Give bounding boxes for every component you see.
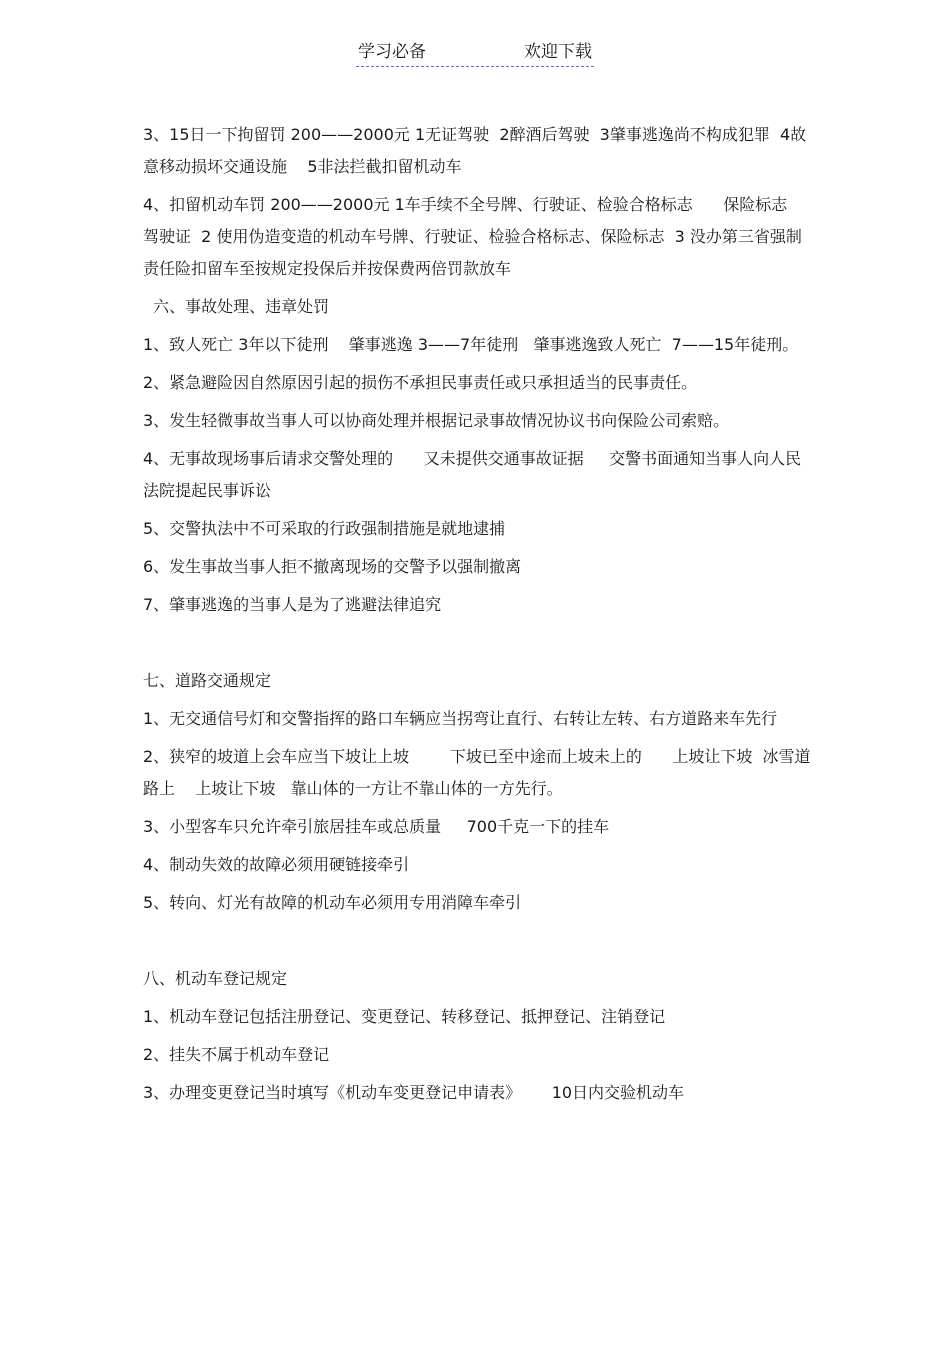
list-item: 1、机动车登记包括注册登记、变更登记、转移登记、抵押登记、注销登记 bbox=[143, 1007, 666, 1026]
list-item: 1、无交通信号灯和交警指挥的路口车辆应当拐弯让直行、右转让左转、右方道路来车先行 bbox=[143, 709, 778, 728]
header-left-text: 学习必备 bbox=[358, 42, 426, 62]
page-header bbox=[356, 40, 594, 67]
list-item: 4、无事故现场事后请求交警处理的 又未提供交通事故证据 交警书面通知当事人向人民法院提起民事诉讼 bbox=[143, 449, 802, 500]
section-heading-vehicle-registration: 八、机动车登记规定 bbox=[143, 969, 288, 988]
paragraph-detention-fines: 3、15日一下拘留罚 200——2000元 1无证驾驶 2醉酒后驾驶 3肇事逃逸尚不构成犯罪 4故意移动损坏交通设施 5非法拦截扣留机动车 bbox=[143, 125, 807, 176]
list-item: 5、交警执法中不可采取的行政强制措施是就地逮捕 bbox=[143, 519, 506, 538]
paragraph-vehicle-seizure: 4、扣留机动车罚 200——2000元 1车手续不全号牌、行驶证、检验合格标志 保险标志 驾驶证 2 使用伪造变造的机动车号牌、行驶证、检验合格标志、保险标志 3 没办第三省强制责任险扣留车至按规定投保后并按保费两倍罚款放车 bbox=[143, 195, 803, 278]
list-item: 2、挂失不属于机动车登记 bbox=[143, 1045, 330, 1064]
list-item: 1、致人死亡 3年以下徒刑 肇事逃逸 3——7年徒刑 肇事逃逸致人死亡 7——15年徒刑。 bbox=[143, 335, 799, 354]
list-item: 3、小型客车只允许牵引旅居挂车或总质量 700千克一下的挂车 bbox=[143, 817, 610, 836]
list-item: 3、办理变更登记当时填写《机动车变更登记申请表》 10日内交验机动车 bbox=[143, 1083, 685, 1102]
list-item: 4、制动失效的故障必须用硬链接牵引 bbox=[143, 855, 410, 874]
list-item: 5、转向、灯光有故障的机动车必须用专用消障车牵引 bbox=[143, 893, 522, 912]
list-item: 2、紧急避险因自然原因引起的损伤不承担民事责任或只承担适当的民事责任。 bbox=[143, 373, 698, 392]
list-item: 7、肇事逃逸的当事人是为了逃避法律追究 bbox=[143, 595, 442, 614]
section-heading-road-traffic-rules: 七、道路交通规定 bbox=[143, 671, 272, 690]
list-item: 2、狭窄的坡道上会车应当下坡让上坡 下坡已至中途而上坡未上的 上坡让下坡 冰雪道路上 上坡让下坡 靠山体的一方让不靠山体的一方先行。 bbox=[143, 747, 811, 798]
header-right-text: 欢迎下载 bbox=[524, 42, 592, 62]
document-body bbox=[143, 119, 811, 1109]
list-item: 3、发生轻微事故当事人可以协商处理并根据记录事故情况协议书向保险公司索赔。 bbox=[143, 411, 730, 430]
list-item: 6、发生事故当事人拒不撤离现场的交警予以强制撤离 bbox=[143, 557, 522, 576]
section-heading-accident-handling: 六、事故处理、违章处罚 bbox=[143, 297, 330, 316]
